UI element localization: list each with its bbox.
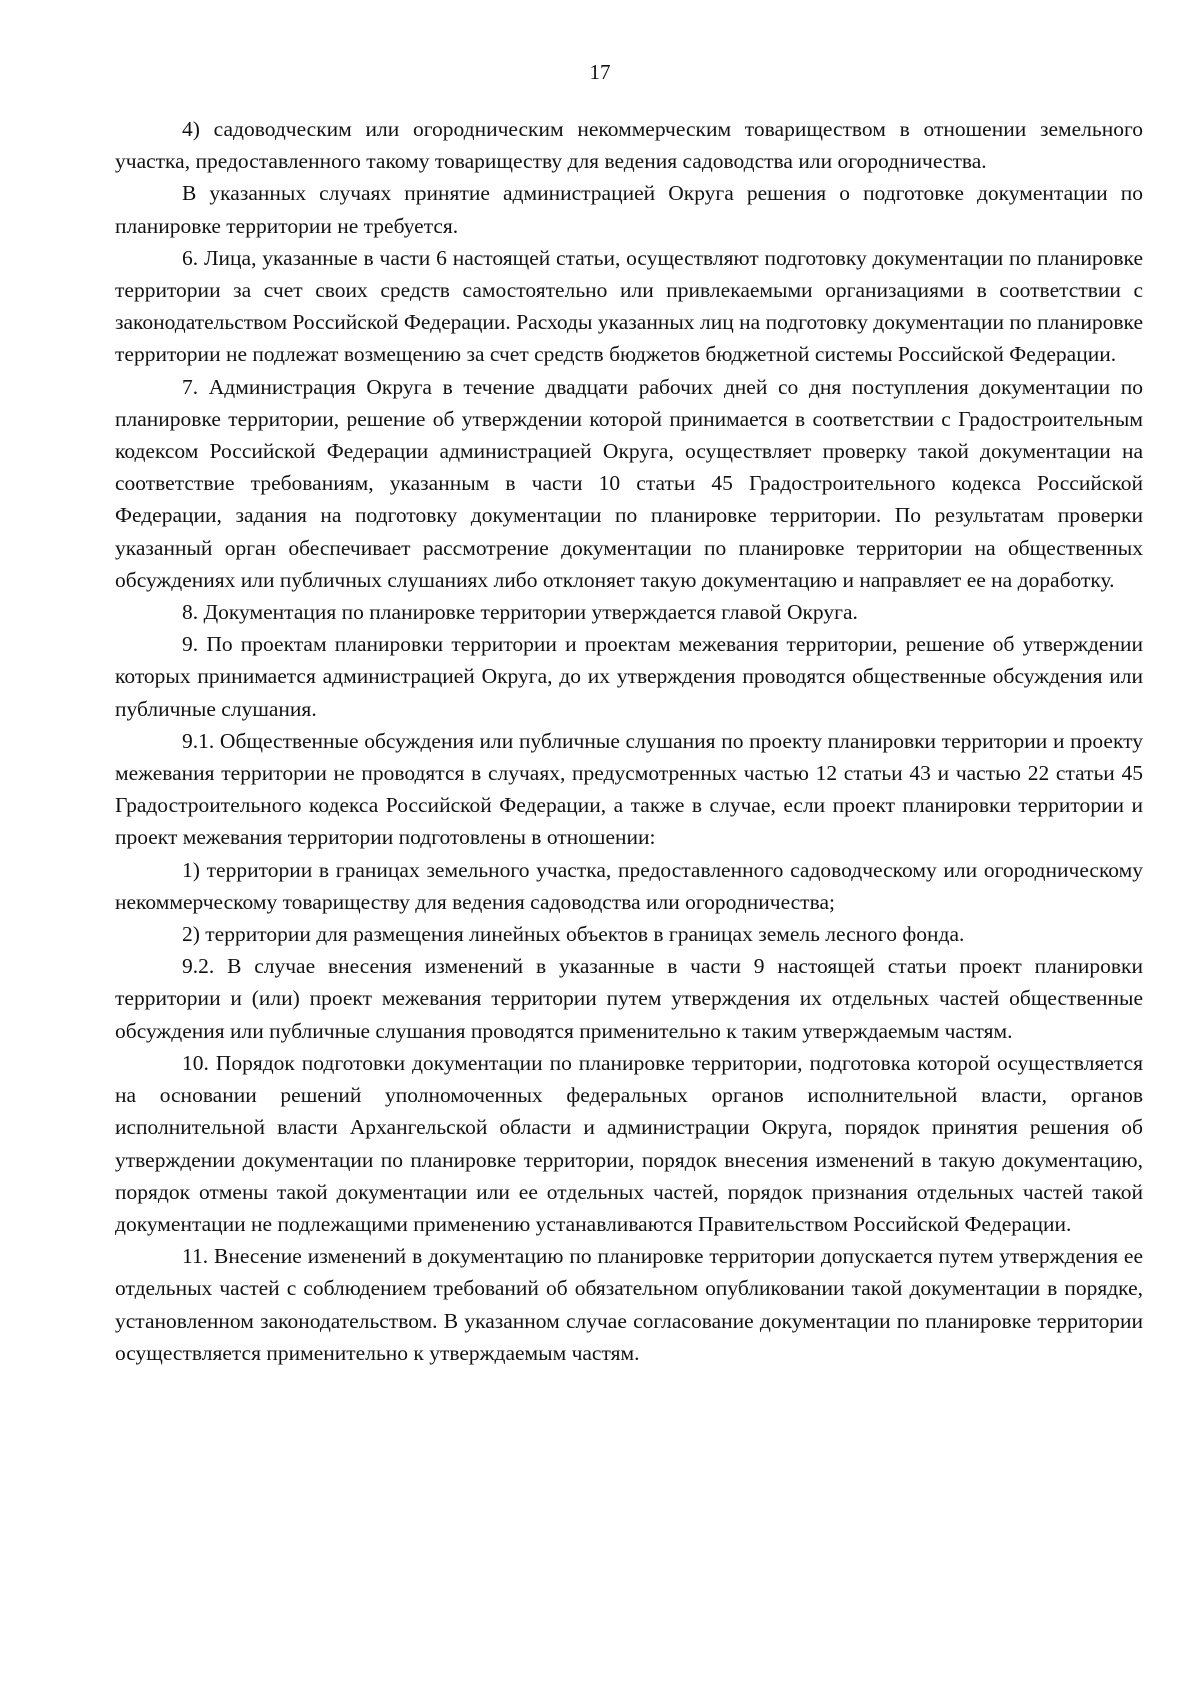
paragraph-7: 7. Администрация Округа в течение двадцати рабочих дней со дня поступления документации по планировке территории, решение об утверждении которой принимается в соответствии с Градостроительным кодексом Российской Федерации администрацией Округа, осуществляет проверку такой документации на соответствие требованиям, указанным в части 10 статьи 45 Градостроительного кодекса Российской Федерации, задания на подготовку документации по планировке территории. По результатам проверки указанный орган обеспечивает рассмотрение документации по планировке территории на общественных обсуждениях или публичных слушаниях либо отклоняет такую документацию и направляет ее на доработку. — [115, 374, 1143, 592]
paragraph-8: 8. Документация по планировке территории утверждается главой Округа. — [182, 600, 858, 625]
paragraph-11: 11. Внесение изменений в документацию по планировке территории допускается путем утверждения ее отдельных частей с соблюдением требований об обязательном опубликовании такой документации в порядке, установленном законодательством. В указанном случае согласование документации по планировке территории осуществляется применительно к утверждаемым частям. — [115, 1244, 1143, 1365]
paragraph-note: В указанных случаях принятие администрацией Округа решения о подготовке документации по планировке территории не требуется. — [115, 181, 1143, 238]
paragraph-9-2: 9.2. В случае внесения изменений в указанные в части 9 настоящей статьи проект планировки территории и (или) проект межевания территории путем утверждения их отдельных частей общественные обсуждения или публичные слушания проводятся применительно к таким утверждаемым частям. — [115, 954, 1143, 1043]
paragraph-item-4: 4) садоводческим или огородническим некоммерческим товариществом в отношении земельного участка, предоставленного такому товариществу для ведения садоводства или огородничества. — [115, 117, 1143, 174]
paragraph-9-1: 9.1. Общественные обсуждения или публичные слушания по проекту планировки территории и проекту межевания территории не проводятся в случаях, предусмотренных частью 12 статьи 43 и частью 22 статьи 45 Градостроительного кодекса Российской Федерации, а также в случае, если проект планировки территории и проект межевания территории подготовлены в отношении: — [115, 728, 1143, 850]
paragraph-9-1-item-2: 2) территории для размещения линейных объектов в границах земель лесного фонда. — [182, 922, 965, 947]
paragraph-9-1-item-1: 1) территории в границах земельного участка, предоставленного садоводческому или огородническому некоммерческому товариществу для ведения садоводства или огородничества; — [115, 857, 1143, 914]
page-number: 17 — [589, 60, 611, 84]
paragraph-9: 9. По проектам планировки территории и проектам межевания территории, решение об утверждении которых принимается администрацией Округа, до их утверждения проводятся общественные обсуждения или публичные слушания. — [115, 632, 1143, 721]
document-body — [115, 113, 1143, 1369]
paragraph-6: 6. Лица, указанные в части 6 настоящей статьи, осуществляют подготовку документации по планировке территории за счет своих средств самостоятельно или привлекаемыми организациями в соответствии с законодательством Российской Федерации. Расходы указанных лиц на подготовку документации по планировке территории не подлежат возмещению за счет средств бюджетов бюджетной системы Российской Федерации. — [115, 245, 1143, 367]
paragraph-10: 10. Порядок подготовки документации по планировке территории, подготовка которой осуществляется на основании решений уполномоченных федеральных органов исполнительной власти, органов исполнительной власти Архангельской области и администрации Округа, порядок принятия решения об утверждении документации по планировке территории, порядок внесения изменений в такую документацию, порядок отмены такой документации или ее отдельных частей, порядок признания отдельных частей такой документации не подлежащими применению устанавливаются Правительством Российской Федерации. — [115, 1050, 1143, 1236]
